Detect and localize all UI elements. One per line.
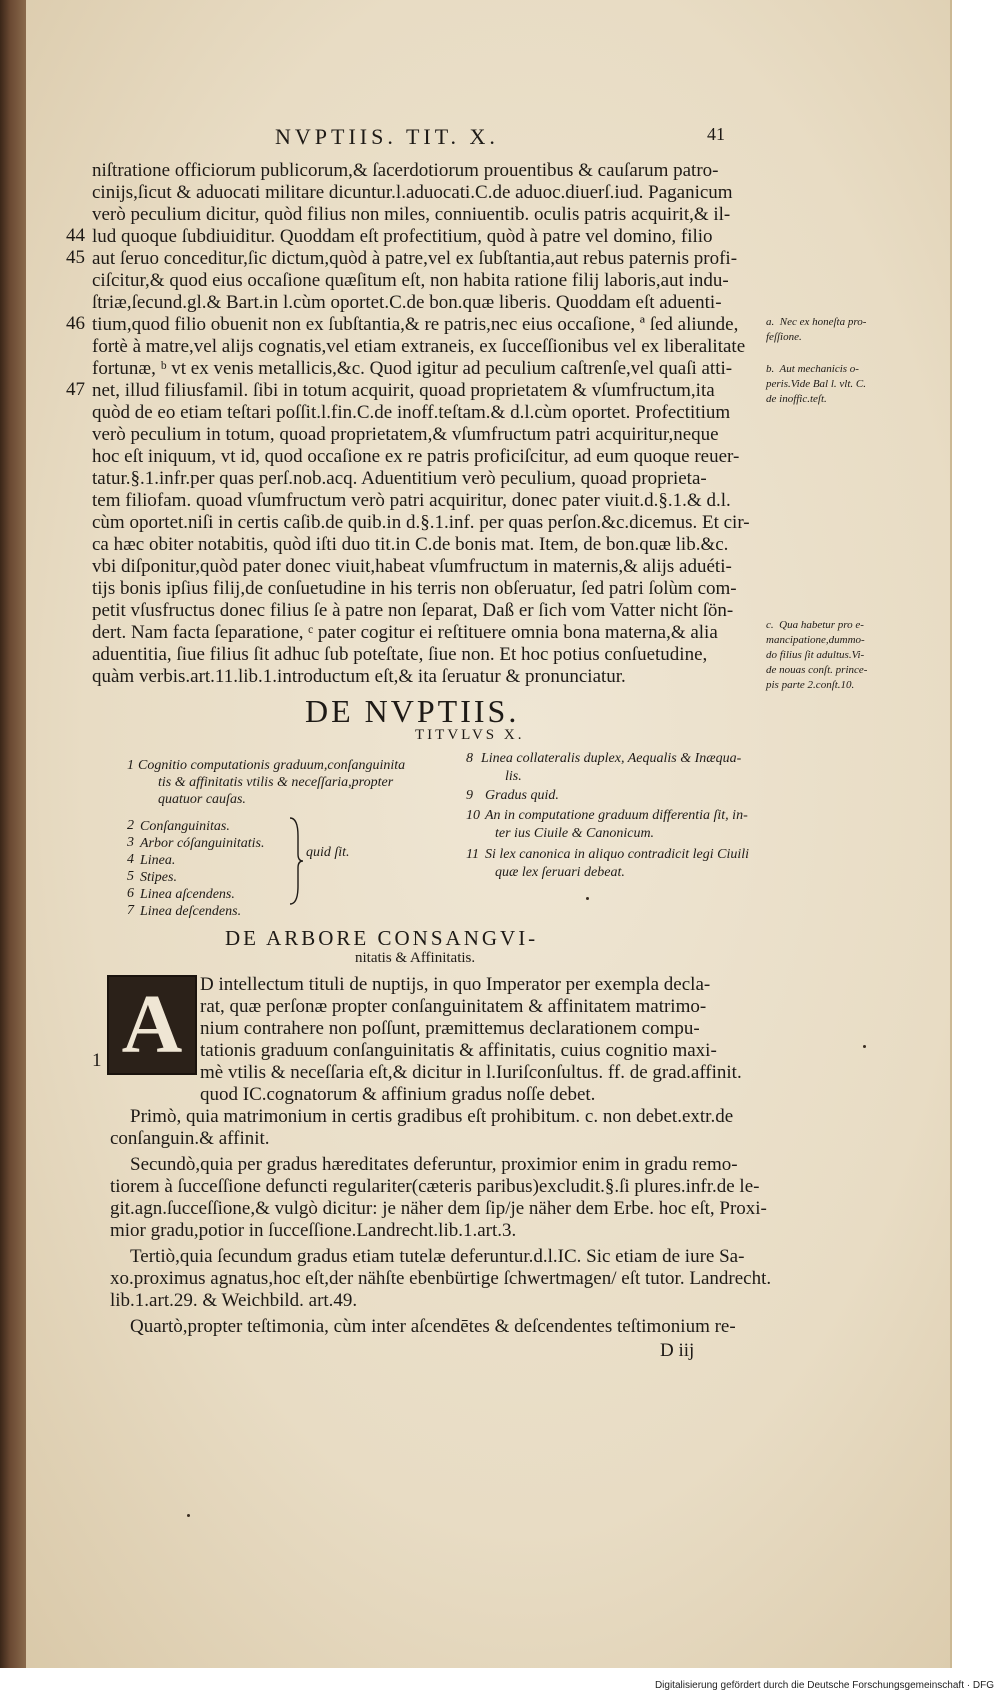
text-line: ſtriæ,ſecund.gl.& Bart.in l.cùm oportet.C.de bon.quæ liberis. Quoddam eſt aduenti- [92, 292, 722, 313]
text-line: Secundò,quia per gradus hæreditates deferuntur, proximior enim in gradu remo- [130, 1154, 738, 1175]
summary-number: 7 [127, 903, 134, 918]
text-line: quod IC.cognatorum & affinium gradus noſſe debet. [200, 1084, 596, 1105]
summary-item: Gradus quid. [485, 788, 559, 803]
summary-number: 5 [127, 869, 134, 884]
summary-number: 10 [466, 808, 480, 823]
text-line: petit vſusfructus donec filius ſe à patre non ſeparat, Daß er ſich vom Vatter nicht ſön- [92, 600, 734, 621]
text-line: xo.proximus agnatus,hoc eſt,der nähſte ebenbürtige ſchwertmagen/ eſt tutor. Landrecht. [110, 1268, 772, 1289]
summary-item: tis & affinitatis vtilis & neceſſaria,propter [158, 775, 394, 790]
chapter-title: DE NVPTIIS. [305, 693, 520, 729]
text-line: cùm oportet.niſi in certis caſib.de quib.in d.§.1.inf. per quas perſon.&c.dicemus. Et cir- [92, 512, 750, 533]
text-line: tiorem à ſucceſſione defuncti regulariter(cæteris paribus)excludit.§.ſi plures.infr.de le- [110, 1176, 760, 1197]
text-line: tationis graduum conſanguinitatis & affinitatis, cuius cognitio maxi- [200, 1040, 717, 1061]
summary-item: quatuor cauſas. [158, 792, 246, 807]
text-line: verò peculium in totum, quoad proprietatem,& vſumfructum patri acquiritur,neque [92, 424, 719, 445]
text-line: ciſcitur,& quod eius occaſione quæſitum eſt, non habita ratione filij laboris,aut indu- [92, 270, 729, 291]
paper-speck [586, 897, 589, 900]
summary-item: Conſanguinitas. [140, 819, 230, 834]
text-line: lud quoque ſubdiuiditur. Quoddam eſt profectitium, quòd à patre vel domino, filio [92, 226, 713, 247]
text-line: mè vtilis & neceſſaria eſt,& dicitur in l.Iuriſconſultus. ff. de grad.affinit. [200, 1062, 742, 1083]
summary-number: 4 [127, 852, 134, 867]
text-line: rat, quæ perſonæ propter conſanguinitatem & affinitatem matrimo- [200, 996, 707, 1017]
paper-speck [187, 1514, 190, 1517]
text-line: git.agn.ſucceſſione,& vulgò dicitur: je näher dem ſip/je näher dem Erbe. hoc eſt, Proxi- [110, 1198, 767, 1219]
text-line: tijs bonis ipſius filij,de conſuetudine in his terris non obſeruatur, ſed patri ſolùm com- [92, 578, 737, 599]
curly-brace [288, 816, 304, 906]
text-line: aduentitia, ſiue filius ſit adhuc ſub poteſtate, ſiue non. Et hoc potius conſuetudine, [92, 644, 708, 665]
line-number: 1 [92, 1050, 102, 1071]
text-line: vbi diſponitur,quòd pater donec viuit,habeat vſumfructum in maternis,& alijs aduéti- [92, 556, 732, 577]
summary-item: Stipes. [140, 870, 177, 885]
text-line: tium,quod filio obuenit non ex ſubſtantia,& re patris,nec eius occaſione, ª ſed aliunde, [92, 314, 739, 335]
summary-item: Linea collateralis duplex, Aequalis & Inæqua- [481, 751, 742, 766]
signature-mark: D iij [660, 1340, 695, 1361]
text-line: quàm verbis.art.11.lib.1.introductum eſt,& ita ſeruatur & pronunciatur. [92, 666, 626, 687]
summary-item: Linea. [140, 853, 176, 868]
summary-number: 9 [466, 788, 473, 803]
marginal-note: c. Qua habetur pro e- mancipatione,dummo- do filius ſit adultus.Vi- de nouas conſt. prince- pis parte 2.conſt.10. [766, 619, 868, 691]
summary-item: ter ius Ciuile & Canonicum. [495, 826, 655, 841]
summary-item: Linea deſcendens. [140, 904, 242, 919]
text-line: fortè à matre,vel alijs cognatis,vel etiam extraneis, ex ſucceſſionibus vel ex liberalitate [92, 336, 746, 357]
text-line: hoc eſt iniquum, vt id, quod occaſione ex re patris proficiſcitur, ad eum quoque reuer- [92, 446, 740, 467]
text-line: conſanguin.& affinit. [110, 1128, 270, 1149]
line-number: 44 [66, 225, 85, 246]
paper-speck [863, 1045, 866, 1048]
section-heading: DE ARBORE CONSANGVI- [225, 926, 539, 950]
initial-letter: A [121, 978, 183, 1071]
summary-number: 3 [127, 835, 134, 850]
text-line: verò peculium dicitur, quòd filius non miles, conniuentib. oculis patris acquirit,& il- [92, 204, 731, 225]
text-line: Primò, quia matrimonium in certis gradibus eſt prohibitum. c. non debet.extr.de [130, 1106, 734, 1127]
summary-item: Si lex canonica in aliquo contradicit legi Ciuili [485, 847, 750, 862]
summary-number: 6 [127, 886, 134, 901]
summary-item: quæ lex ſeruari debeat. [495, 865, 625, 880]
summary-item: An in computatione graduum differentia ſit, in- [485, 808, 748, 823]
text-line: tem filiofam. quoad vſumfructum verò patri acquiritur, donec pater viuit.d.§.1.& d.l. [92, 490, 731, 511]
summary-item: lis. [505, 769, 522, 784]
line-number: 45 [66, 247, 85, 268]
summary-number: 8 [466, 751, 473, 766]
line-number: 46 [66, 313, 85, 334]
text-line: tatur.§.1.infr.per quas perſ.nob.acq. Aduentitium verò peculium, quoad proprieta- [92, 468, 707, 489]
text-line: lib.1.art.29. & Weichbild. art.49. [110, 1290, 358, 1311]
text-line: mior gradu,potior in ſucceſſione.Landrecht.lib.1.art.3. [110, 1220, 517, 1241]
folio-number: 41 [707, 124, 725, 144]
chapter-subtitle: TITVLVS X. [415, 727, 525, 743]
text-line: quòd de eo etiam teſtari poſſit.l.fin.C.de inoff.teſtam.& d.l.cùm oportet. Profectitium [92, 402, 731, 423]
marginal-note: b. Aut mechanicis o- peris.Vide Bal l. vlt. C. de inoffic.teſt. [766, 363, 867, 405]
summary-number: 1 [127, 758, 134, 773]
summary-item: Arbor cóſanguinitatis. [140, 836, 265, 851]
text-line: Tertiò,quia ſecundum gradus etiam tutelæ deferuntur.d.l.IC. Sic etiam de iure Sa- [130, 1246, 745, 1267]
brace-label: quid ſit. [306, 845, 350, 860]
text-line: ca hæc obiter notabitis, quòd iſti duo tit.in C.de bonis mat. Item, de bon.quæ lib.&c. [92, 534, 729, 555]
book-spine-edge [0, 0, 26, 1668]
line-number: 47 [66, 379, 85, 400]
summary-number: 11 [466, 847, 479, 862]
summary-item: Linea aſcendens. [140, 887, 235, 902]
text-line: nium contrahere non poſſunt, præmittemus declarationem compu- [200, 1018, 700, 1039]
text-line: dert. Nam facta ſeparatione, ᶜ pater cogitur ei reſtituere omnia bona materna,& alia [92, 622, 718, 643]
text-line: net, illud filiusfamil. ſibi in totum acquirit, quoad proprietatem & vſumfructum,ita [92, 380, 715, 401]
text-line: fortunæ, ᵇ vt ex venis metallicis,&c. Quod igitur ad peculium caſtrenſe,vel quaſi atti- [92, 358, 733, 379]
text-line: Quartò,propter teſtimonia, cùm inter aſcendētes & deſcendentes teſtimonium re- [130, 1316, 736, 1337]
section-heading-cont: nitatis & Affinitatis. [355, 950, 476, 966]
decorated-initial [107, 975, 197, 1075]
summary-item: Cognitio computationis graduum,conſanguinita [138, 758, 406, 773]
text-line: niſtratione officiorum publicorum,& ſacerdotiorum prouentibus & cauſarum patro- [92, 160, 719, 181]
text-line: cinijs,ſicut & aduocati militare dicuntur.l.aduocati.C.de aduoc.diuerſ.iud. Paganicum [92, 182, 733, 203]
text-line: D intellectum tituli de nuptijs, in quo Imperator per exempla decla- [200, 974, 711, 995]
summary-number: 2 [127, 818, 134, 833]
marginal-note: a. Nec ex honeſta pro- feſſione. [766, 316, 867, 343]
text-line: aut ſeruo conceditur,ſic dictum,quòd à patre,vel ex ſubſtantia,aut rebus paternis profi- [92, 248, 738, 269]
digitization-credit: Digitalisierung gefördert durch die Deutsche Forschungsgemeinschaft · DFG [654, 1680, 994, 1691]
running-header: NVPTIIS. TIT. X. [275, 124, 499, 149]
